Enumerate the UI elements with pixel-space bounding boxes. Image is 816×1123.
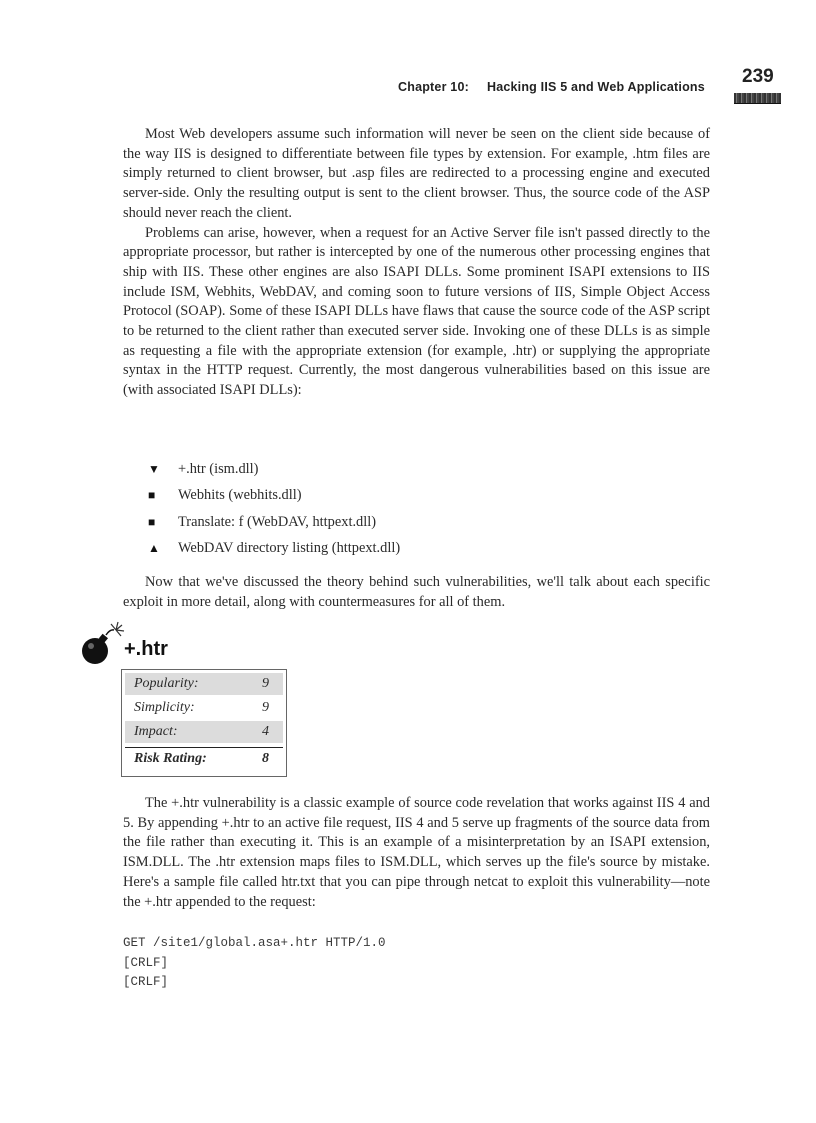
rating-value: 4	[262, 724, 269, 739]
paragraph-4: The +.htr vulnerability is a classic example of source code revelation that works against IIS 4 and 5. By appending +.htr to an active file request, IIS 4 and 5 serve up fragments of the source data from the file rather than executing it. This is an example of a misinterpretation by an ISAPI extension, ISM.DLL. The .htr extension maps files to ISM.DLL, which serves up the file's source by mistake. Here's a sample file called htr.txt that you can pipe through netcat to exploit this vulnerability—note the +.htr appended to the request:	[123, 795, 710, 910]
paragraph-1: Most Web developers assume such information will never be seen on the client side because of the way IIS is designed to differentiate between file types by extension. For example, .htm files are simply returned to client browser, but .asp files are redirected to a processing engine and executed server-side. Only the resulting output is sent to the client browser. Thus, the source code of the ASP should never reach the client.	[123, 126, 710, 221]
code-block	[123, 934, 386, 993]
risk-rating-table	[121, 669, 287, 777]
rating-row-simplicity	[125, 697, 283, 719]
bullet-square-icon: ■	[148, 514, 156, 529]
list-item-text: +.htr (ism.dll)	[178, 460, 259, 477]
code-line: [CRLF]	[123, 975, 169, 989]
intro-text	[123, 125, 710, 401]
rating-row-impact	[125, 721, 283, 743]
list-item	[148, 456, 400, 483]
list-item	[148, 483, 400, 510]
section-body	[123, 794, 710, 912]
rating-label: Simplicity:	[134, 700, 195, 715]
rating-value: 9	[262, 700, 269, 715]
chapter-label: Chapter 10:	[398, 80, 469, 94]
page-number: 239	[742, 66, 774, 87]
bullet-triangle-up-icon: ▲	[148, 541, 160, 556]
vulnerability-list	[148, 456, 400, 562]
rating-row-risk	[125, 747, 283, 770]
rating-label: Impact:	[134, 724, 178, 739]
paragraph-2: Problems can arise, however, when a request for an Active Server file isn't passed directly to the appropriate processor, but rather is intercepted by one of the numerous other processing engines that ship with IIS. These other engines are also ISAPI DLLs. Some prominent ISAPI extensions to IIS include ISM, Webhits, WebDAV, and coming soon to future versions of IIS, Simple Object Access Protocol (SOAP). Some of these ISAPI DLLs have flaws that cause the source code of the ASP script to be returned to the client rather than executed server side. Invoking one of these DLLs is as simple as requesting a file with the appropriate extension (for example, .htr) or supplying the appropriate syntax in the HTTP request. Currently, the most dangerous vulnerabilities based on this issue are (with associated ISAPI DLLs):	[123, 224, 710, 399]
chapter-title: Hacking IIS 5 and Web Applications	[486, 80, 705, 94]
rating-value: 9	[262, 676, 269, 691]
code-line: GET /site1/global.asa+.htr HTTP/1.0	[123, 936, 386, 950]
transition-text	[123, 573, 710, 612]
rating-row-popularity	[125, 673, 283, 695]
rating-label: Risk Rating:	[134, 751, 207, 766]
list-item-text: Webhits (webhits.dll)	[178, 487, 302, 504]
list-item	[148, 536, 400, 563]
bomb-icon	[80, 620, 126, 666]
bullet-triangle-down-icon: ▼	[148, 461, 160, 476]
list-item-text: WebDAV directory listing (httpext.dll)	[178, 540, 401, 557]
section-title: +.htr	[124, 638, 168, 660]
rating-value: 8	[262, 751, 269, 766]
paragraph-3: Now that we've discussed the theory behind such vulnerabilities, we'll talk about each specific exploit in more detail, along with countermeasures for all of them.	[123, 574, 710, 610]
code-line: [CRLF]	[123, 955, 169, 970]
list-item	[148, 509, 400, 536]
list-item-text: Translate: f (WebDAV, httpext.dll)	[178, 513, 377, 530]
rating-label: Popularity:	[134, 676, 199, 691]
page-number-bar	[734, 93, 781, 104]
running-header	[398, 80, 705, 94]
bullet-square-icon: ■	[148, 488, 156, 503]
